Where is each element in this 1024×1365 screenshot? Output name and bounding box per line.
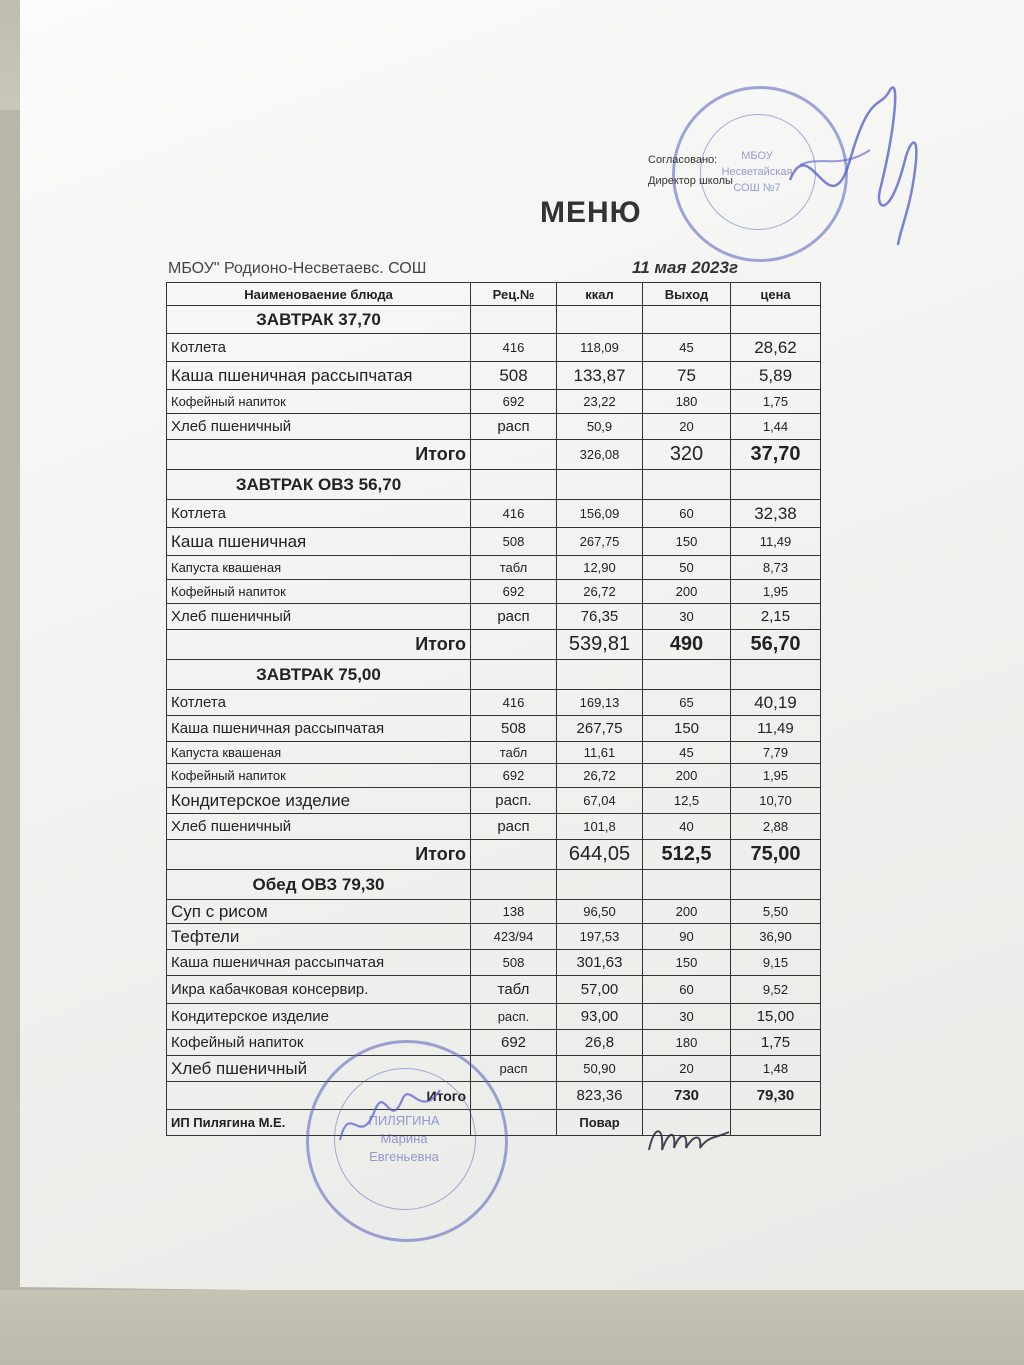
dish-kcal: 118,09 [557,334,643,362]
dish-name: Котлета [167,334,471,362]
dish-price: 9,15 [731,950,821,976]
dish-price: 1,75 [731,390,821,414]
dish-name: Каша пшеничная [167,528,471,556]
dish-recipe: расп [471,414,557,440]
dish-name: Котлета [167,690,471,716]
dish-price: 1,95 [731,764,821,788]
page-title: МЕНЮ [540,196,642,229]
dish-kcal: 133,87 [557,362,643,390]
dish-kcal: 57,00 [557,976,643,1004]
total-price: 75,00 [731,840,821,870]
dish-name: Капуста квашеная [167,742,471,764]
dish-recipe: 423/94 [471,924,557,950]
dish-output: 20 [643,414,731,440]
dish-price: 40,19 [731,690,821,716]
section-title: Обед ОВЗ 79,30 [167,870,471,900]
dish-kcal: 50,9 [557,414,643,440]
dish-kcal: 26,8 [557,1030,643,1056]
table-row [167,1030,821,1056]
dish-name: Кофейный напиток [167,1030,471,1056]
dish-recipe: 692 [471,1030,557,1056]
signature-name: ИП Пилягина М.Е. [167,1110,471,1136]
dish-name: Каша пшеничная рассыпчатая [167,950,471,976]
ip-signature [330,1070,450,1160]
dish-price: 10,70 [731,788,821,814]
dish-kcal: 267,75 [557,528,643,556]
dish-output: 30 [643,1004,731,1030]
dish-kcal: 76,35 [557,604,643,630]
dish-output: 200 [643,580,731,604]
dish-output: 60 [643,976,731,1004]
dish-output: 90 [643,924,731,950]
dish-recipe: 416 [471,334,557,362]
approval-line: Согласовано: [648,154,718,166]
dish-output: 30 [643,604,731,630]
dish-kcal: 101,8 [557,814,643,840]
dish-output: 50 [643,556,731,580]
total-kcal: 539,81 [557,630,643,660]
dish-recipe: расп [471,814,557,840]
dish-name: Кофейный напиток [167,390,471,414]
dish-name: Хлеб пшеничный [167,814,471,840]
dish-output: 150 [643,716,731,742]
dish-recipe: 508 [471,528,557,556]
school-name: МБОУ" Родионо-Несветаевс. СОШ [168,260,427,277]
dish-price: 8,73 [731,556,821,580]
table-header-row [167,283,821,306]
dish-price: 11,49 [731,716,821,742]
dish-price: 7,79 [731,742,821,764]
dish-kcal: 96,50 [557,900,643,924]
dish-kcal: 93,00 [557,1004,643,1030]
director-signature [780,70,930,250]
table-row [167,788,821,814]
dish-kcal: 267,75 [557,716,643,742]
dish-kcal: 156,09 [557,500,643,528]
dish-kcal: 23,22 [557,390,643,414]
table-row [167,580,821,604]
dish-kcal: 50,90 [557,1056,643,1082]
dish-recipe: табл [471,742,557,764]
section-row [167,660,821,690]
dish-price: 1,44 [731,414,821,440]
total-label: Итого [167,1082,471,1110]
header-price: цена [731,283,821,306]
table-row [167,764,821,788]
table-row [167,924,821,950]
dish-recipe: расп. [471,1004,557,1030]
dish-output: 150 [643,950,731,976]
signature-role: Повар [557,1110,643,1136]
dish-price: 28,62 [731,334,821,362]
dish-name: Котлета [167,500,471,528]
dish-output: 40 [643,814,731,840]
total-label: Итого [167,630,471,660]
dish-name: Капуста квашеная [167,556,471,580]
dish-recipe: 416 [471,690,557,716]
total-kcal: 644,05 [557,840,643,870]
dish-price: 36,90 [731,924,821,950]
dish-recipe: расп [471,1056,557,1082]
section-row [167,870,821,900]
table-row [167,1004,821,1030]
dish-output: 45 [643,742,731,764]
dish-price: 2,15 [731,604,821,630]
total-kcal: 326,08 [557,440,643,470]
menu-date: 11 мая 2023г [632,258,739,277]
dish-name: Каша пшеничная рассыпчатая [167,362,471,390]
dish-recipe: 416 [471,500,557,528]
approval-block [648,150,733,192]
table-row [167,716,821,742]
section-title: ЗАВТРАК ОВЗ 56,70 [167,470,471,500]
total-price: 37,70 [731,440,821,470]
total-label: Итого [167,840,471,870]
table-row [167,1056,821,1082]
menu-table [166,282,821,1136]
dish-price: 9,52 [731,976,821,1004]
total-row [167,630,821,660]
table-row [167,690,821,716]
dish-name: Кофейный напиток [167,580,471,604]
dish-output: 65 [643,690,731,716]
dish-price: 2,88 [731,814,821,840]
total-price: 79,30 [731,1082,821,1110]
dish-kcal: 11,61 [557,742,643,764]
total-output: 320 [643,440,731,470]
dish-recipe: 508 [471,362,557,390]
dish-kcal: 301,63 [557,950,643,976]
dish-name: Тефтели [167,924,471,950]
dish-recipe: 508 [471,950,557,976]
dish-price: 5,89 [731,362,821,390]
dish-price: 32,38 [731,500,821,528]
table-row [167,556,821,580]
dish-recipe: расп [471,604,557,630]
dish-name: Суп с рисом [167,900,471,924]
dish-recipe: табл [471,556,557,580]
dish-recipe: 692 [471,580,557,604]
table-row [167,742,821,764]
dish-price: 5,50 [731,900,821,924]
dish-kcal: 67,04 [557,788,643,814]
total-label: Итого [167,440,471,470]
dish-output: 60 [643,500,731,528]
table-row [167,950,821,976]
dish-name: Кофейный напиток [167,764,471,788]
section-title: ЗАВТРАК 75,00 [167,660,471,690]
dish-output: 200 [643,764,731,788]
dish-name: Кондитерское изделие [167,1004,471,1030]
dish-output: 150 [643,528,731,556]
section-title: ЗАВТРАК 37,70 [167,306,471,334]
table-row [167,528,821,556]
total-output: 512,5 [643,840,731,870]
table-row [167,362,821,390]
dish-output: 45 [643,334,731,362]
dish-output: 12,5 [643,788,731,814]
section-row [167,470,821,500]
dish-recipe: табл [471,976,557,1004]
total-row [167,840,821,870]
dish-kcal: 197,53 [557,924,643,950]
dish-kcal: 12,90 [557,556,643,580]
dish-name: Хлеб пшеничный [167,414,471,440]
dish-name: Хлеб пшеничный [167,604,471,630]
dish-kcal: 26,72 [557,580,643,604]
total-kcal: 823,36 [557,1082,643,1110]
dish-price: 15,00 [731,1004,821,1030]
dish-recipe: 508 [471,716,557,742]
table-row [167,814,821,840]
dish-output: 180 [643,390,731,414]
table-row [167,900,821,924]
dish-recipe: расп. [471,788,557,814]
dish-name: Хлеб пшеничный [167,1056,471,1082]
dish-recipe: 138 [471,900,557,924]
total-row [167,440,821,470]
dish-price: 1,95 [731,580,821,604]
dish-price: 1,75 [731,1030,821,1056]
background-floor [0,1290,1024,1365]
dish-output: 75 [643,362,731,390]
dish-kcal: 26,72 [557,764,643,788]
table-row [167,414,821,440]
table-row [167,604,821,630]
dish-output: 200 [643,900,731,924]
dish-price: 11,49 [731,528,821,556]
header-kcal: ккал [557,283,643,306]
dish-name: Каша пшеничная рассыпчатая [167,716,471,742]
header-output: Выход [643,283,731,306]
dish-kcal: 169,13 [557,690,643,716]
cook-signature [644,1120,734,1160]
table-row [167,500,821,528]
header-recipe: Рец.№ [471,283,557,306]
table-row [167,390,821,414]
dish-price: 1,48 [731,1056,821,1082]
dish-recipe: 692 [471,390,557,414]
dish-recipe: 692 [471,764,557,788]
approval-director: Директор школы [648,175,733,187]
header-name: Наименоваение блюда [167,283,471,306]
total-output: 730 [643,1082,731,1110]
section-row [167,306,821,334]
dish-name: Кондитерское изделие [167,788,471,814]
table-row [167,334,821,362]
dish-name: Икра кабачковая консервир. [167,976,471,1004]
table-row [167,976,821,1004]
dish-output: 20 [643,1056,731,1082]
dish-output: 180 [643,1030,731,1056]
total-price: 56,70 [731,630,821,660]
total-output: 490 [643,630,731,660]
